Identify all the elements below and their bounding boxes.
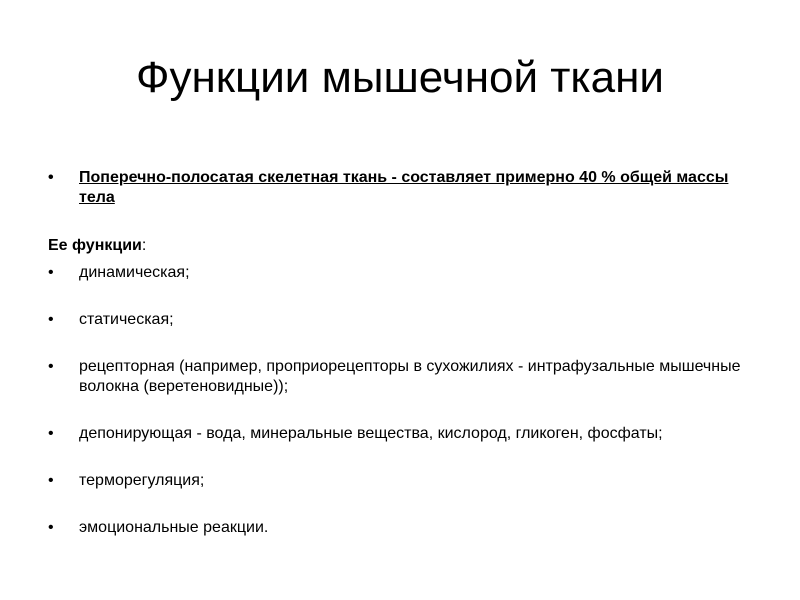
function-text: терморегуляция; [79,472,205,489]
functions-label: Ее функции [48,237,142,254]
functions-heading [48,236,760,256]
slide-title: Функции мышечной ткани [136,53,664,102]
bullet-icon: • [48,425,54,442]
bullet-icon: • [48,169,54,186]
bullet-icon: • [48,519,54,536]
function-text: статическая; [79,311,174,328]
function-item [48,471,760,491]
bullet-icon: • [48,358,54,375]
function-item [48,310,760,330]
function-text: рецепторная (например, проприорецепторы в сухожилиях - интрафузальные мышечные волокна (веретеновидные)); [79,358,741,395]
bullet-icon: • [48,472,54,489]
lead-text: Поперечно-полосатая скелетная ткань - составляет примерно 40 % общей массы тела [79,169,729,206]
slide-content [48,168,760,565]
bullet-icon: • [48,264,54,281]
function-item [48,424,760,444]
function-text: депонирующая - вода, минеральные вещества, кислород, гликоген, фосфаты; [79,425,663,442]
lead-bullet [48,168,760,208]
function-text: эмоциональные реакции. [79,519,269,536]
bullet-icon: • [48,311,54,328]
function-item [48,518,760,538]
functions-colon: : [141,237,147,254]
function-text: динамическая; [79,264,190,281]
function-item [48,263,760,283]
function-item [48,357,760,397]
